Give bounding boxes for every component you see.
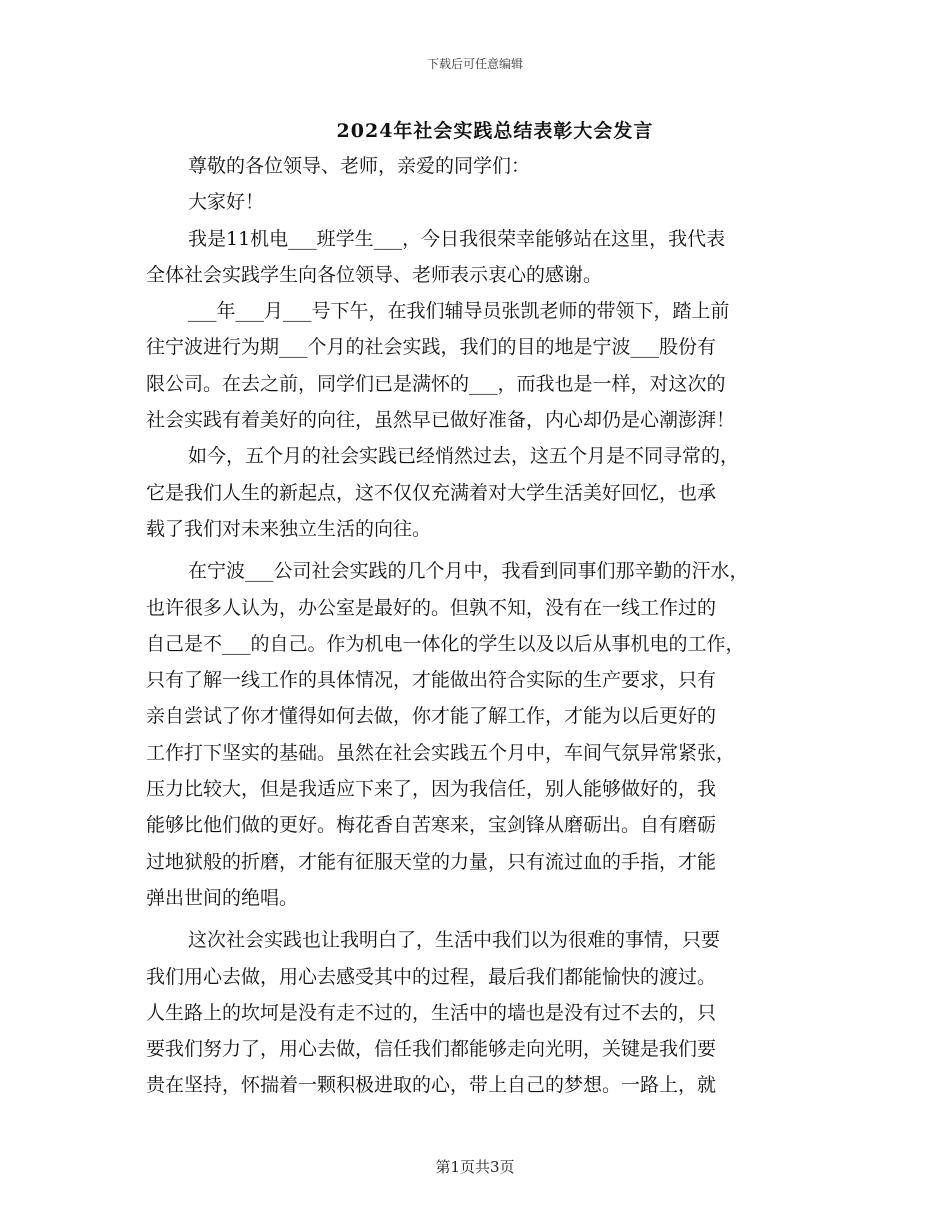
- text-line: 弹出世间的绝唱。: [146, 886, 299, 909]
- text-line: 在宁波___公司社会实践的几个月中，我看到同事们那辛勤的汗水，: [188, 560, 749, 583]
- text-line: 也许很多人认为，办公室是最好的。但孰不知，没有在一线工作过的: [146, 596, 717, 619]
- text-line: 全体社会实践学生向各位领导、老师表示衷心的感谢。: [146, 263, 603, 286]
- text-line: 大家好！: [188, 191, 265, 214]
- text-line: 我们用心去做，用心去感受其中的过程，最后我们都能愉快的渡过。: [146, 965, 717, 988]
- text-line: 贵在坚持，怀揣着一颗积极进取的心，带上自己的梦想。一路上，就: [146, 1074, 717, 1097]
- page-indicator: 第1页共3页: [435, 1158, 515, 1176]
- text-line: 过地狱般的折磨，才能有征服天堂的力量，只有流过血的手指，才能: [146, 850, 717, 873]
- text-line: 往宁波进行为期___个月的社会实践，我们的目的地是宁波___股份有: [146, 336, 717, 359]
- text-line: 尊敬的各位领导、老师，亲爱的同学们：: [188, 155, 531, 177]
- text-line: 限公司。在去之前，同学们已是满怀的___，而我也是一样，对这次的: [146, 372, 726, 395]
- text-line: 压力比较大，但是我适应下来了，因为我信任，别人能够做好的，我: [146, 778, 717, 801]
- document-title: 2024年社会实践总结表彰大会发言: [336, 120, 654, 142]
- text-line: 这次社会实践也让我明白了，生活中我们以为很难的事情，只要: [188, 929, 721, 952]
- text-line: 我是11机电___班学生___，今日我很荣幸能够站在这里，我代表: [188, 227, 726, 250]
- text-line: 要我们努力了，用心去做，信任我们都能够走向光明，关键是我们要: [146, 1038, 717, 1061]
- text-line: ___年___月___号下午，在我们辅导员张凯老师的带领下，踏上前: [188, 300, 730, 323]
- text-line: 能够比他们做的更好。梅花香自苦寒来，宝剑锋从磨砺出。自有磨砺: [146, 814, 717, 837]
- text-line: 只有了解一线工作的具体情况，才能做出符合实际的生产要求，只有: [146, 669, 717, 692]
- text-line: 人生路上的坎坷是没有走不过的，生活中的墙也是没有过不去的，只: [146, 1001, 717, 1024]
- header-note: 下载后可任意编辑: [426, 57, 523, 71]
- text-line: 工作打下坚实的基础。虽然在社会实践五个月中，车间气氛异常紧张，: [146, 741, 736, 764]
- document-body: [146, 148, 806, 1104]
- text-line: 亲自尝试了你才懂得如何去做，你才能了解工作，才能为以后更好的: [146, 705, 717, 728]
- text-line: 社会实践有着美好的向往，虽然早已做好准备，内心却仍是心潮澎湃！: [146, 409, 736, 432]
- text-line: 载了我们对未来独立生活的向往。: [146, 517, 432, 540]
- text-line: 自己是不___的自己。作为机电一体化的学生以及以后从事机电的工作，: [146, 632, 745, 655]
- text-line: 它是我们人生的新起点，这不仅仅充满着对大学生活美好回忆，也承: [146, 481, 717, 504]
- text-line: 如今，五个月的社会实践已经悄然过去，这五个月是不同寻常的，: [188, 445, 740, 468]
